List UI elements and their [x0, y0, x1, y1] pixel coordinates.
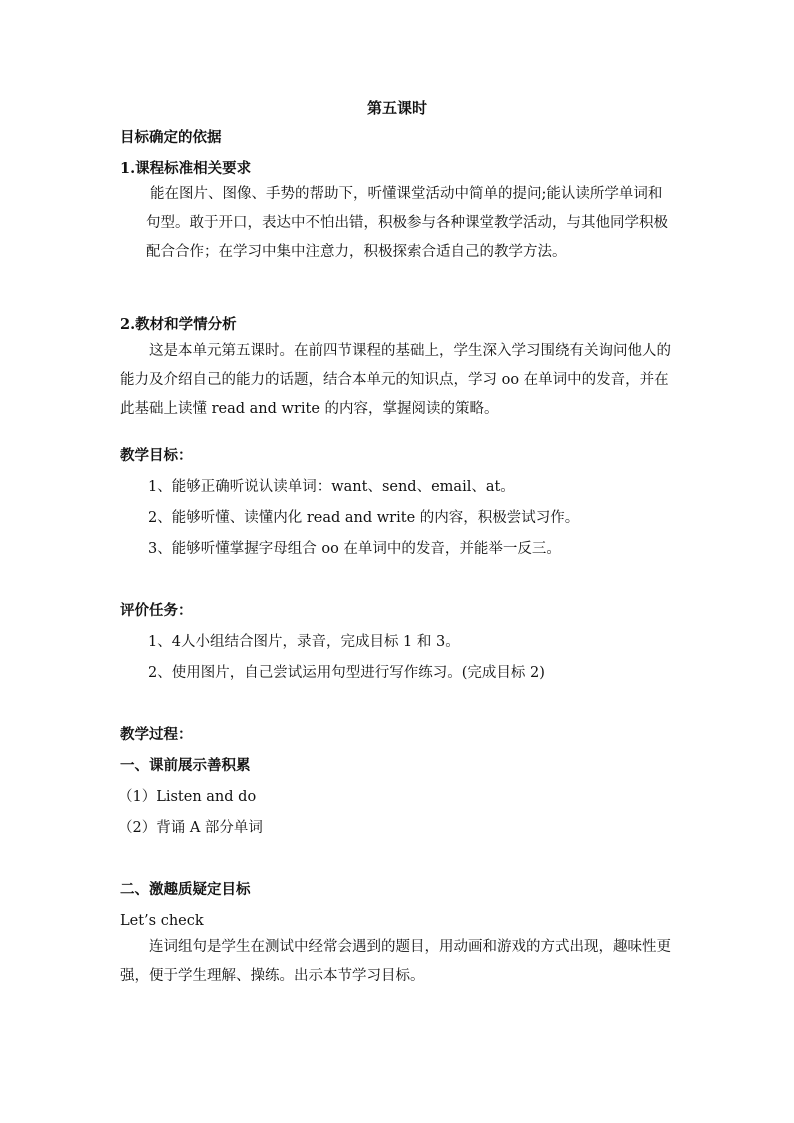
step1-item: （1）Listen and do: [118, 789, 257, 805]
process-heading: 教学过程：: [120, 726, 193, 743]
step2-paragraph: [120, 933, 676, 991]
step1-item: （2）背诵 A 部分单词: [118, 820, 263, 836]
step2-heading: 二、激趣质疑定目标: [120, 881, 251, 898]
evaluation-item: 2、使用图片，自己尝试运用句型进行写作练习。(完成目标 2): [148, 665, 545, 681]
step1-heading: 一、课前展示善积累: [120, 757, 251, 774]
basis-heading: 目标确定的依据: [120, 129, 222, 146]
step2-text: 连词组句是学生在测试中经常会遇到的题目，用动画和游戏的方式出现，趣味性更强，便于学生理解、操练。出示本节学习目标。: [120, 939, 671, 984]
objectives-heading: 教学目标：: [120, 447, 193, 464]
analysis-text: 这是本单元第五课时。在前四节课程的基础上，学生深入学习围绕有关询问他人的能力及介绍自己的能力的话题，结合本单元的知识点，学习 oo 在单词中的发音，并在此基础上读懂 read and write 的内容，掌握阅读的策略。: [120, 343, 671, 417]
step2-subheading: Let’s check: [120, 913, 204, 929]
objective-item: 2、能够听懂、读懂内化 read and write 的内容，积极尝试习作。: [148, 510, 580, 526]
evaluation-heading: 评价任务：: [120, 602, 193, 619]
analysis-paragraph: [120, 337, 676, 424]
standard-heading: 1.课程标准相关要求: [120, 160, 252, 177]
objective-item: 3、能够听懂掌握字母组合 oo 在单词中的发音，并能举一反三。: [148, 541, 561, 557]
standard-paragraph: [146, 180, 674, 267]
objective-item: 1、能够正确听说认读单词：want、send、email、at。: [148, 479, 515, 495]
evaluation-item: 1、4人小组结合图片，录音，完成目标 1 和 3。: [148, 634, 460, 650]
page-title: 第五课时: [366, 99, 427, 117]
analysis-heading: 2.教材和学情分析: [120, 316, 237, 333]
standard-text: 能在图片、图像、手势的帮助下，听懂课堂活动中简单的提问;能认读所学单词和句型。敢于开口，表达中不怕出错，积极参与各种课堂教学活动，与其他同学积极配合合作；在学习中集中注意力，积极探索合适自己的教学方法。: [146, 186, 668, 260]
